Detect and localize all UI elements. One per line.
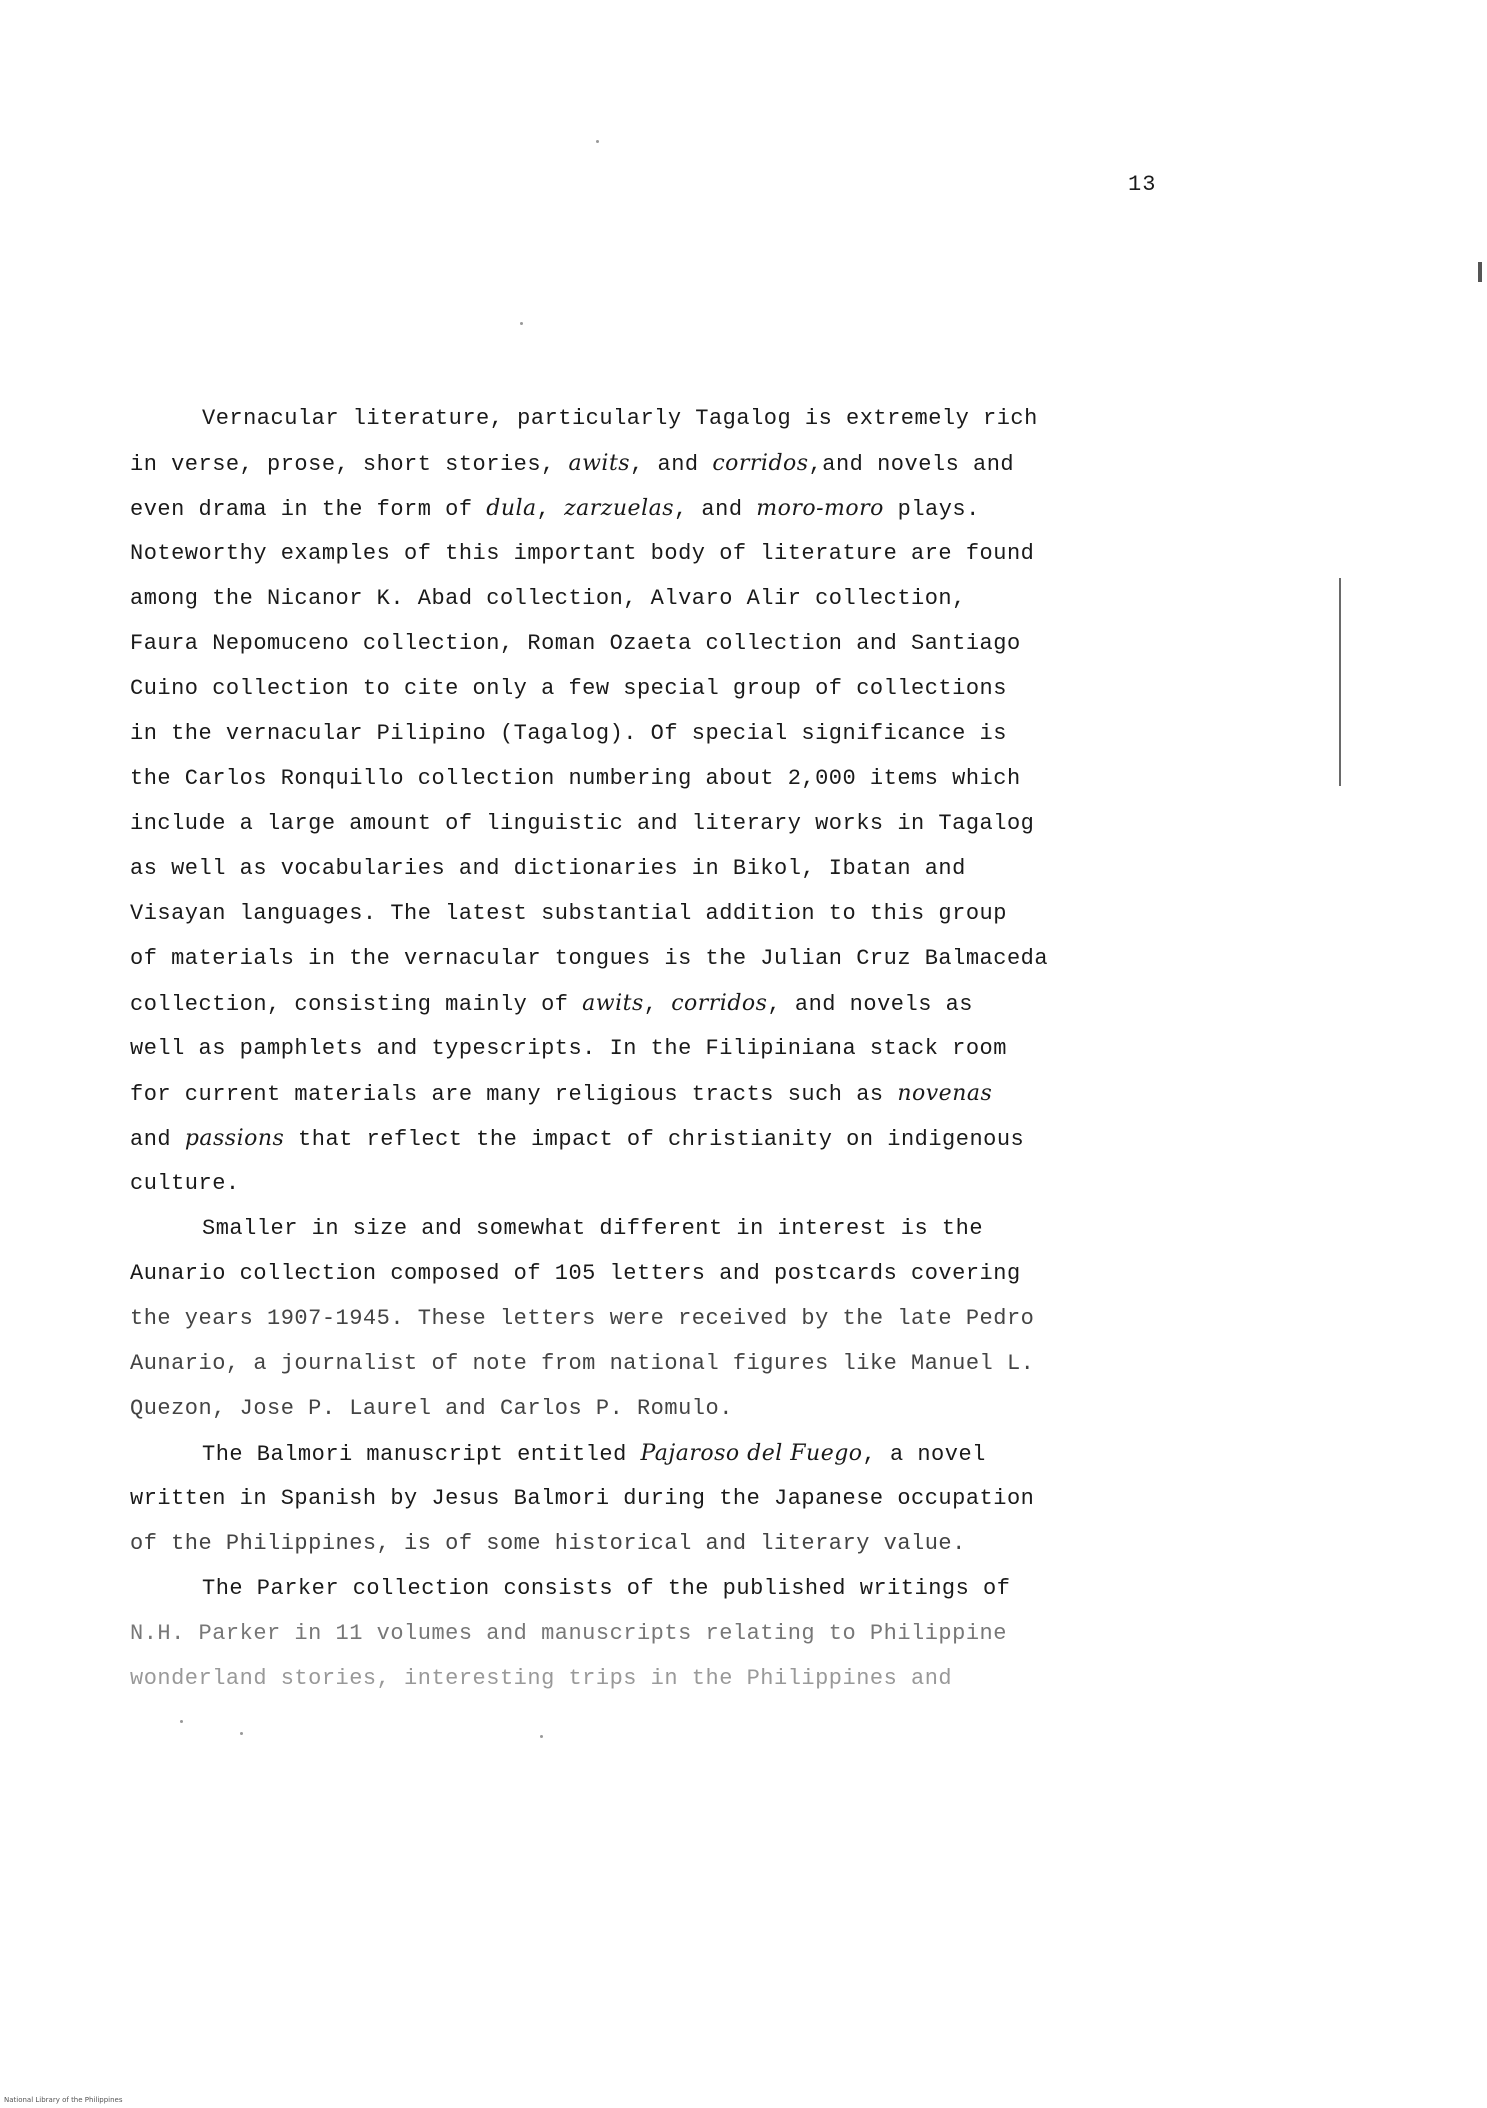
text-run: , bbox=[536, 497, 565, 522]
italic-term: zarzuelas bbox=[564, 496, 675, 521]
text-run: N.H. Parker in 11 volumes and manuscripts relating to Philippine bbox=[130, 1621, 1007, 1646]
text-run: Aunario collection composed of 105 letters and postcards covering bbox=[130, 1261, 1021, 1286]
text-run: that reflect the impact of christianity on indigenous bbox=[284, 1127, 1025, 1152]
italic-term: novenas bbox=[897, 1081, 993, 1106]
text-run: as well as vocabularies and dictionaries in Bikol, Ibatan and bbox=[130, 856, 966, 881]
text-run: of materials in the vernacular tongues is the Julian Cruz Balmaceda bbox=[130, 946, 1049, 971]
text-run: plays. bbox=[883, 497, 980, 522]
text-line bbox=[130, 1476, 1150, 1521]
text-line bbox=[130, 1116, 1150, 1161]
text-run: Faura Nepomuceno collection, Roman Ozaeta collection and Santiago bbox=[130, 631, 1021, 656]
text-line bbox=[130, 1026, 1150, 1071]
scan-edge-mark bbox=[1478, 262, 1482, 282]
text-run: culture. bbox=[130, 1171, 240, 1196]
text-run: Aunario, a journalist of note from national figures like Manuel L. bbox=[130, 1351, 1035, 1376]
text-line bbox=[130, 936, 1150, 981]
text-line bbox=[130, 981, 1150, 1026]
text-run: Quezon, Jose P. Laurel and Carlos P. Romulo. bbox=[130, 1396, 733, 1421]
text-run: Cuino collection to cite only a few special group of collections bbox=[130, 676, 1007, 701]
paragraph-aunario bbox=[130, 1206, 1150, 1431]
italic-term: passions bbox=[184, 1126, 285, 1151]
text-line bbox=[130, 1206, 1150, 1251]
paragraph-vernacular bbox=[130, 396, 1150, 1206]
italic-term: awits bbox=[568, 451, 631, 476]
text-run: The Parker collection consists of the published writings of bbox=[202, 1576, 1011, 1601]
text-line bbox=[130, 441, 1150, 486]
text-run: Visayan languages. The latest substantial addition to this group bbox=[130, 901, 1007, 926]
text-line bbox=[130, 801, 1150, 846]
italic-term: corridos bbox=[671, 991, 768, 1016]
text-line bbox=[130, 1386, 1150, 1431]
text-line bbox=[130, 1161, 1150, 1206]
body-text bbox=[130, 396, 1150, 1701]
text-run: in verse, prose, short stories, bbox=[130, 452, 569, 477]
text-line bbox=[130, 621, 1150, 666]
text-run: include a large amount of linguistic and literary works in Tagalog bbox=[130, 811, 1035, 836]
text-run: , and bbox=[674, 497, 757, 522]
text-line bbox=[130, 576, 1150, 621]
text-line bbox=[130, 1611, 1150, 1656]
scan-speck bbox=[520, 322, 523, 325]
text-line bbox=[130, 1656, 1150, 1701]
text-line bbox=[130, 1431, 1150, 1476]
paragraph-balmori bbox=[130, 1431, 1150, 1566]
text-run: ,and novels and bbox=[808, 452, 1015, 477]
text-run: Noteworthy examples of this important body of literature are found bbox=[130, 541, 1035, 566]
text-line bbox=[130, 1251, 1150, 1296]
text-run: well as pamphlets and typescripts. In the Filipiniana stack room bbox=[130, 1036, 1007, 1061]
text-run: and bbox=[130, 1127, 185, 1152]
text-line bbox=[130, 666, 1150, 711]
text-line bbox=[130, 1566, 1150, 1611]
text-line bbox=[130, 486, 1150, 531]
scan-speck bbox=[596, 140, 599, 143]
text-line bbox=[130, 846, 1150, 891]
text-run: , and bbox=[630, 452, 713, 477]
scan-speck bbox=[540, 1735, 543, 1738]
text-line bbox=[130, 396, 1150, 441]
text-run: the years 1907-1945. These letters were received by the late Pedro bbox=[130, 1306, 1035, 1331]
text-run: even drama in the form of bbox=[130, 497, 487, 522]
italic-term: corridos bbox=[712, 451, 809, 476]
text-line bbox=[130, 711, 1150, 756]
text-run: Vernacular literature, particularly Tagalog is extremely rich bbox=[202, 406, 1038, 431]
scan-speck bbox=[180, 1720, 183, 1723]
text-run: of the Philippines, is of some historical and literary value. bbox=[130, 1531, 966, 1556]
paragraph-parker bbox=[130, 1566, 1150, 1701]
text-line bbox=[130, 1341, 1150, 1386]
text-run: in the vernacular Pilipino (Tagalog). Of special significance is bbox=[130, 721, 1007, 746]
text-line bbox=[130, 531, 1150, 576]
page-number: 13 bbox=[1128, 172, 1157, 197]
text-line bbox=[130, 756, 1150, 801]
italic-term: dula bbox=[486, 496, 537, 521]
text-run: for current materials are many religious tracts such as bbox=[130, 1082, 898, 1107]
scan-speck bbox=[240, 1732, 243, 1735]
text-run: , and novels as bbox=[767, 992, 974, 1017]
text-run: , a novel bbox=[862, 1442, 986, 1467]
footer-credit: National Library of the Philippines bbox=[4, 2096, 123, 2104]
text-line bbox=[130, 1296, 1150, 1341]
text-line bbox=[130, 891, 1150, 936]
text-run: collection, consisting mainly of bbox=[130, 992, 583, 1017]
text-run: Smaller in size and somewhat different in interest is the bbox=[202, 1216, 984, 1241]
text-line bbox=[130, 1071, 1150, 1116]
italic-term: moro-moro bbox=[756, 496, 884, 521]
text-line bbox=[130, 1521, 1150, 1566]
text-run: , bbox=[643, 992, 672, 1017]
text-run: written in Spanish by Jesus Balmori during the Japanese occupation bbox=[130, 1486, 1035, 1511]
text-run: wonderland stories, interesting trips in the Philippines and bbox=[130, 1666, 953, 1691]
text-run: the Carlos Ronquillo collection numbering about 2,000 items which bbox=[130, 766, 1021, 791]
italic-term: Pajaroso del Fuego bbox=[640, 1441, 863, 1466]
text-run: The Balmori manuscript entitled bbox=[202, 1442, 641, 1467]
text-run: among the Nicanor K. Abad collection, Alvaro Alir collection, bbox=[130, 586, 966, 611]
italic-term: awits bbox=[582, 991, 644, 1016]
margin-rule bbox=[1339, 578, 1341, 786]
